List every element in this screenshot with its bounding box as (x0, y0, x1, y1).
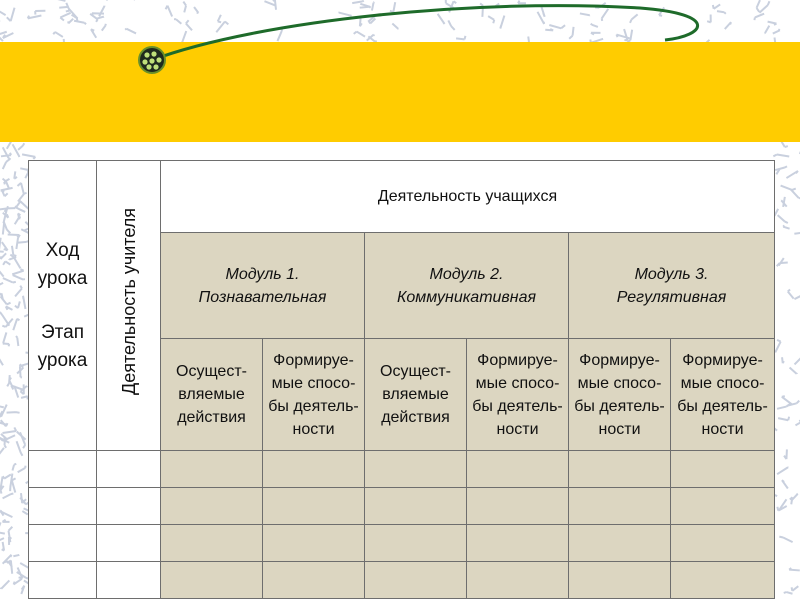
table-row (29, 525, 775, 562)
table-cell (569, 525, 671, 562)
subheader-line: Формируе- (477, 351, 558, 369)
subheader-cell (569, 339, 671, 451)
subheader-line: ности (701, 420, 744, 438)
subheader-line: мые спосо- (475, 374, 560, 392)
table-cell (467, 451, 569, 488)
table-cell (263, 525, 365, 562)
subheader-cell (671, 339, 775, 451)
table-cell (29, 451, 97, 488)
table-cell (467, 488, 569, 525)
subheader-line: ности (292, 420, 335, 438)
table-cell (467, 525, 569, 562)
subheader-line: вляемые (178, 386, 245, 403)
module-title: Модуль 1. (225, 265, 300, 283)
subheader-line: Формируе- (682, 351, 763, 369)
table-cell (365, 488, 467, 525)
lesson-stage-header: Ход урока Этап урока (29, 161, 97, 451)
lesson-table (28, 160, 775, 599)
subheader-line: действия (177, 409, 246, 426)
teacher-activity-header: Деятельность учителя (97, 161, 161, 451)
subheader-line: действия (381, 409, 450, 426)
subheader-line: ности (598, 420, 641, 438)
module-subtitle: Коммуникативная (396, 288, 537, 306)
table-cell (97, 451, 161, 488)
subheader-cell (161, 339, 263, 451)
subheader-line: Формируе- (273, 351, 354, 369)
table-cell (671, 488, 775, 525)
subheader-cell (263, 339, 365, 451)
module-subtitle: Регулятивная (616, 288, 727, 306)
table-cell (569, 488, 671, 525)
module-header (365, 233, 569, 339)
table-cell (671, 562, 775, 599)
table-row (29, 562, 775, 599)
subheader-line: ности (496, 420, 539, 438)
table-cell (365, 525, 467, 562)
table-cell (161, 451, 263, 488)
module-header (161, 233, 365, 339)
subheader-line: Осущест- (176, 363, 247, 380)
module-title: Модуль 2. (429, 265, 504, 283)
module-title: Модуль 3. (634, 265, 709, 283)
table-cell (365, 562, 467, 599)
table-cell (97, 525, 161, 562)
subheader-line: бы деятель- (268, 397, 359, 415)
table-row (29, 451, 775, 488)
module-subtitle: Познавательная (198, 288, 327, 306)
table-cell (161, 525, 263, 562)
table-cell (29, 562, 97, 599)
subheader-line: бы деятель- (677, 397, 768, 415)
table-cell (467, 562, 569, 599)
table-cell (29, 488, 97, 525)
subheader-line: мые спосо- (577, 374, 662, 392)
table-cell (569, 562, 671, 599)
subheader-line: Осущест- (380, 363, 451, 380)
subheader-line: вляемые (382, 386, 449, 403)
students-activity-header: Деятельность учащихся (161, 161, 775, 233)
table-cell (29, 525, 97, 562)
subheader-cell (467, 339, 569, 451)
subheader-line: бы деятель- (472, 397, 563, 415)
table-cell (569, 451, 671, 488)
title-band (0, 42, 800, 142)
subheader-line: бы деятель- (574, 397, 665, 415)
table-cell (263, 451, 365, 488)
table-cell (365, 451, 467, 488)
module-header (569, 233, 775, 339)
table-cell (263, 488, 365, 525)
subheader-cell (365, 339, 467, 451)
subheader-line: Формируе- (579, 351, 660, 369)
table-cell (671, 525, 775, 562)
table-cell (97, 562, 161, 599)
table-cell (161, 562, 263, 599)
table-cell (97, 488, 161, 525)
table-cell (161, 488, 263, 525)
subheader-line: мые спосо- (271, 374, 356, 392)
table-row (29, 488, 775, 525)
table-cell (671, 451, 775, 488)
table-cell (263, 562, 365, 599)
subheader-line: мые спосо- (680, 374, 765, 392)
